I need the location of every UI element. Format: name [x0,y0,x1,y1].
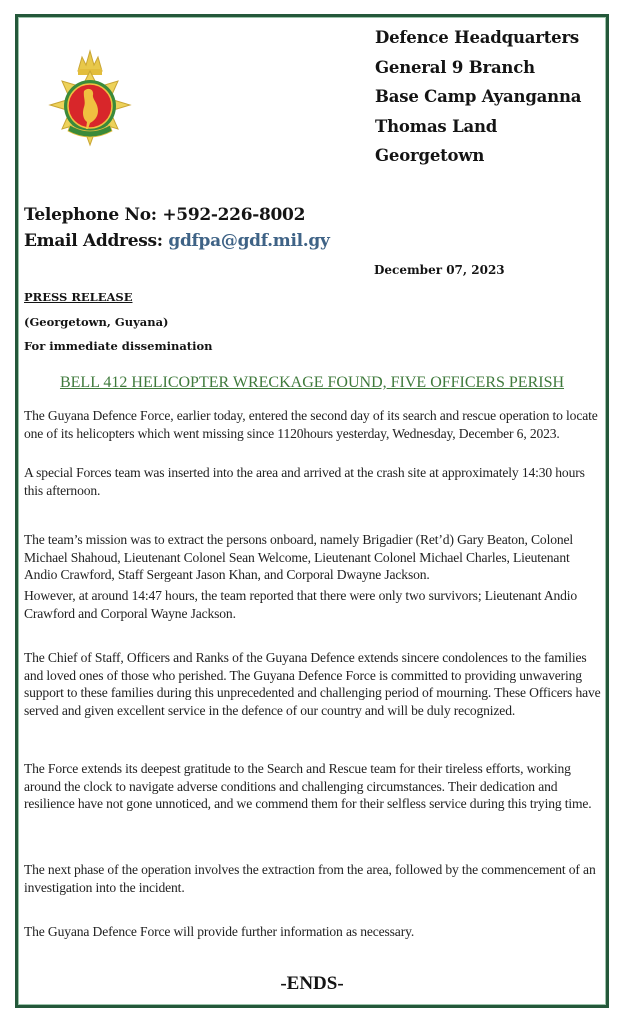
guyana-defence-force-crest-icon [48,45,132,157]
body-paragraph: However, at around 14:47 hours, the team reported that there were only two survivors; Lieutenant Andio Crawford and Corporal Wayne Jackson. [24,588,578,621]
body-paragraph: The Guyana Defence Force will provide further information as necessary. [24,924,415,939]
address-line: Georgetown [375,146,485,165]
headline: BELL 412 HELICOPTER WRECKAGE FOUND, FIVE OFFICERS PERISH [59,374,565,391]
body-paragraph: The Force extends its deepest gratitude to the Search and Rescue team for their tireless efforts, working around the clock to navigate adverse conditions and challenging circumstances. Their dedication and resilience have not gone unnoticed, and we commend them for their selfless service during this trying time. [24,761,592,811]
body-paragraph: The Chief of Staff, Officers and Ranks of the Guyana Defence extends sincere condolences to the families and loved ones of those who perished. The Guyana Defence Force is committed to providing unwavering support to these families during this unprecedented and challenging period of mourning. These Officers have served and given excellent service in the defence of our country and will be duly recognized. [24,650,601,718]
address-line: Thomas Land [375,116,498,136]
body-paragraph: The team’s mission was to extract the persons onboard, namely Brigadier (Ret’d) Gary Beaton, Colonel Michael Shahoud, Lieutenant Colonel Sean Welcome, Lieutenant Colonel Michael Charles, Lieutenant Andio Crawford, Staff Sergeant Jason Khan, and Corporal Dwayne Jackson. [24,532,573,582]
telephone-line [24,202,330,228]
body-paragraph: The next phase of the operation involves the extraction from the area, followed by the commencement of an investigation into the incident. [24,862,596,895]
release-location: (Georgetown, Guyana) [24,314,169,329]
address-line: Defence Headquarters [375,28,580,47]
email-link[interactable]: gdfpa@gdf.mil.gy [168,231,330,251]
body-paragraph: A special Forces team was inserted into the area and arrived at the crash site at approximately 14:30 hours this afternoon. [24,465,585,498]
dissemination-note: For immediate dissemination [24,339,213,353]
release-meta [24,285,213,359]
ends-marker: -ENDS- [280,973,344,994]
email-label: Email Address: [24,231,163,251]
email-line [24,228,330,254]
address-line: Base Camp Ayanganna [375,87,582,106]
body-paragraph: The Guyana Defence Force, earlier today, entered the second day of its search and rescue operation to locate one of its helicopters which went missing since 1120hours yesterday, Wednesday, December 6, 2023. [24,408,598,441]
contact-block [24,202,330,254]
telephone-label: Telephone No: [24,205,157,225]
press-release-document [15,14,609,1008]
press-release-label: PRESS RELEASE [24,290,133,304]
release-date: December 07, 2023 [374,263,505,277]
telephone-value: +592-226-8002 [162,205,306,225]
address-line: General 9 Branch [375,57,535,77]
address-block [375,23,581,171]
